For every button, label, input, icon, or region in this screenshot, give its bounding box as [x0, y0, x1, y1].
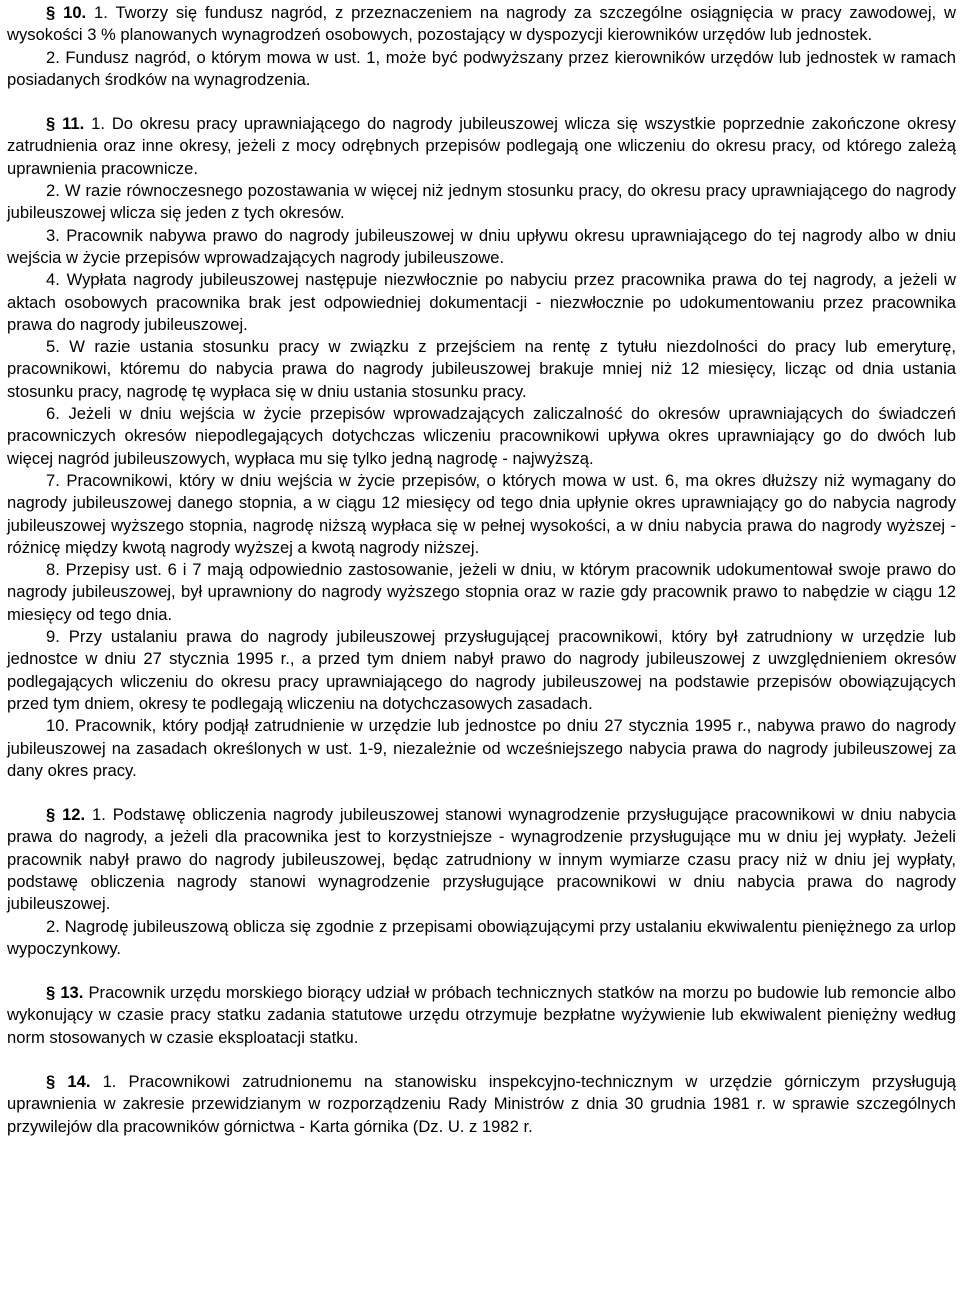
paragraph — [7, 336, 956, 403]
paragraph-text: Podstawę obliczenia nagrody jubileuszowej stanowi wynagrodzenie przysługujące pracownikowi w dniu nabycia prawa do nagrody, a jeżeli dla pracownika jest to korzystniejsze - wynagrodzenie przysługujące mu w dniu jej wypłaty. Jeżeli pracownik nabył prawo do nagrody jubileuszowej, będąc zatrudniony w innym wymiarze czasu pracy niż w dniu jej wypłaty, podstawę obliczenia nagrody stanowi wynagrodzenie przysługujące pracownikowi w dniu nabycia prawa do nagrody jubileuszowej. — [7, 805, 956, 914]
paragraph-number: 2. — [46, 916, 60, 936]
paragraph-text: Pracownik urzędu morskiego biorący udział w próbach technicznych statków na morzu po budowie lub remoncie albo wykonujący w czasie pracy statku zadania statutowe urzędu otrzymuje bezpłatne wyżywienie lub ekwiwalent pieniężny według norm stosowanych w czasie eksploatacji statku. — [7, 983, 956, 1047]
paragraph-text: Pracownikowi, który w dniu wejścia w życie przepisów, o których mowa w ust. 6, ma okres dłuższy niż wymagany do nagrody jubileuszowej danego stopnia, a w ciągu 12 miesięcy od tego dnia upłynie okres uprawniający go do nabycia nagrody jubileuszowej wyższego stopnia, nagrodę niższą wypłaca się w pełnej wysokości, a w dniu nabycia prawa do nagrody wyższej - różnicę między kwotą nagrody wyższej a kwotą nagrody niższej. — [7, 470, 956, 557]
paragraph-text: Wypłata nagrody jubileuszowej następuje niezwłocznie po nabyciu przez pracownika prawa do tej nagrody, a jeżeli w aktach osobowych pracownika brak jest odpowiedniej dokumentacji - niezwłocznie po udokumentowaniu przez pracownika prawa do nagrody jubileuszowej. — [7, 270, 956, 334]
section-symbol: § — [46, 1072, 56, 1092]
section-11 — [7, 113, 956, 782]
paragraph — [7, 626, 956, 715]
paragraph-number: 2. — [46, 47, 60, 67]
paragraph-text: Jeżeli w dniu wejścia w życie przepisów wprowadzających zaliczalność do okresów uprawniających do świadczeń pracowniczych okresów niepodlegających dotychczas wliczeniu pracownikowi upływa okres uprawniający go do dwóch lub więcej nagród jubileuszowych, wypłaca mu się tylko jedną nagrodę - najwyższą. — [7, 404, 956, 468]
paragraph-text: Fundusz nagród, o którym mowa w ust. 1, może być podwyższany przez kierowników urzędów lub jednostek w ramach posiadanych środków na wynagrodzenia. — [7, 47, 956, 89]
paragraph-number: 1. — [91, 114, 105, 134]
paragraph-text: Pracownikowi zatrudnionemu na stanowisku inspekcyjno-technicznym w urzędzie górniczym przysługują uprawnienia w zakresie przewidzianym w rozporządzeniu Rady Ministrów z dnia 30 grudnia 1981 r. w sprawie szczególnych przywilejów dla pracowników górnictwa - Karta górnika (Dz. U. z 1982 r. — [7, 1072, 956, 1136]
section-number: 12. — [62, 805, 86, 825]
section-symbol: § — [46, 983, 56, 1003]
paragraph-text: Tworzy się fundusz nagród, z przeznaczeniem na nagrody za szczególne osiągnięcia w pracy zawodowej, w wysokości 3 % planowanych wynagrodzeń osobowych, pozostający w dyspozycji kierowników urzędów lub jednostek. — [7, 3, 956, 45]
section-number: 13. — [60, 983, 84, 1003]
paragraph-text: Pracownik nabywa prawo do nagrody jubileuszowej w dniu upływu okresu uprawniającego do tej nagrody albo w dniu wejścia w życie przepisów wprowadzających nagrody jubileuszowe. — [7, 225, 956, 267]
section-10 — [7, 2, 956, 91]
paragraph — [7, 1071, 956, 1138]
paragraph-number: 1. — [94, 3, 108, 22]
paragraph-text: W razie ustania stosunku pracy w związku z przejściem na rentę z tytułu niezdolności do pracy lub emeryturę, pracownikowi, któremu do nabycia prawa do nagrody jubileuszowej brakuje mniej niż 12 miesięcy, licząc od dnia ustania stosunku pracy, nagrodę tę wypłaca się w dniu ustania stosunku pracy. — [7, 337, 956, 401]
paragraph-number: 2. — [46, 181, 60, 201]
paragraph — [7, 2, 956, 47]
paragraph-number: 7. — [46, 470, 60, 490]
paragraph — [7, 47, 956, 92]
section-symbol: § — [46, 3, 56, 22]
section-number: 11. — [62, 114, 85, 134]
section-14 — [7, 1071, 956, 1138]
section-number: 14. — [67, 1072, 91, 1092]
paragraph — [7, 180, 956, 225]
paragraph — [7, 559, 956, 626]
paragraph-text: Pracownik, który podjął zatrudnienie w urzędzie lub jednostce po dniu 27 stycznia 1995 r., nabywa prawo do nagrody jubileuszowej na zasadach określonych w ust. 1-9, niezależnie od wcześniejszego nabycia prawa do nagrody jubileuszowej za dany okres pracy. — [7, 716, 956, 780]
paragraph — [7, 269, 956, 336]
paragraph-text: Przy ustalaniu prawa do nagrody jubileuszowej przysługującej pracownikowi, który był zatrudniony w urzędzie lub jednostce w dniu 27 stycznia 1995 r., a przed tym dniem nabył prawo do nagrody jubileuszowej z uwzględnieniem okresów podlegających wliczeniu do okresu pracy uprawniającego do nagrody jubileuszowej na podstawie przepisów obowiązujących przed tym dniem, okresy te podlegają wliczeniu na dotychczasowych zasadach. — [7, 627, 956, 713]
paragraph-text: Nagrodę jubileuszową oblicza się zgodnie z przepisami obowiązującymi przy ustalaniu ekwiwalentu pieniężnego za urlop wypoczynkowy. — [7, 916, 956, 958]
paragraph-number: 10. — [46, 716, 70, 736]
paragraph — [7, 916, 956, 961]
paragraph-text: Przepisy ust. 6 i 7 mają odpowiednio zastosowanie, jeżeli w dniu, w którym pracownik udokumentował swoje prawo do nagrody jubileuszowej, był uprawniony do nagrody wyższego stopnia oraz w razie gdy pracownik prawo to nabędzie w ciągu 12 miesięcy od tego dnia. — [7, 560, 956, 624]
paragraph — [7, 470, 956, 559]
section-symbol: § — [46, 805, 56, 825]
paragraph-text: W razie równoczesnego pozostawania w więcej niż jednym stosunku pracy, do okresu pracy uprawniającego do nagrody jubileuszowej wlicza się jeden z tych okresów. — [7, 181, 956, 223]
paragraph — [7, 982, 956, 1049]
section-number: 10. — [63, 3, 87, 22]
section-12 — [7, 804, 956, 960]
section-13 — [7, 982, 956, 1049]
section-symbol: § — [46, 114, 56, 134]
paragraph — [7, 113, 956, 180]
paragraph-number: 4. — [46, 270, 60, 290]
paragraph — [7, 403, 956, 470]
paragraph-number: 5. — [46, 337, 60, 357]
paragraph-number: 9. — [46, 627, 60, 647]
paragraph-number: 1. — [102, 1072, 117, 1092]
paragraph-number: 3. — [46, 225, 60, 245]
paragraph-number: 6. — [46, 404, 60, 424]
paragraph-text: Do okresu pracy uprawniającego do nagrody jubileuszowej wlicza się wszystkie poprzednie zakończone okresy zatrudnienia oraz inne okresy, jeżeli z mocy odrębnych przepisów podlegają one wliczeniu do okresu pracy, od którego zależą uprawnienia pracownicze. — [7, 114, 956, 178]
paragraph — [7, 715, 956, 782]
paragraph — [7, 225, 956, 270]
paragraph — [7, 804, 956, 915]
paragraph-number: 1. — [92, 805, 106, 825]
paragraph-number: 8. — [46, 560, 60, 580]
